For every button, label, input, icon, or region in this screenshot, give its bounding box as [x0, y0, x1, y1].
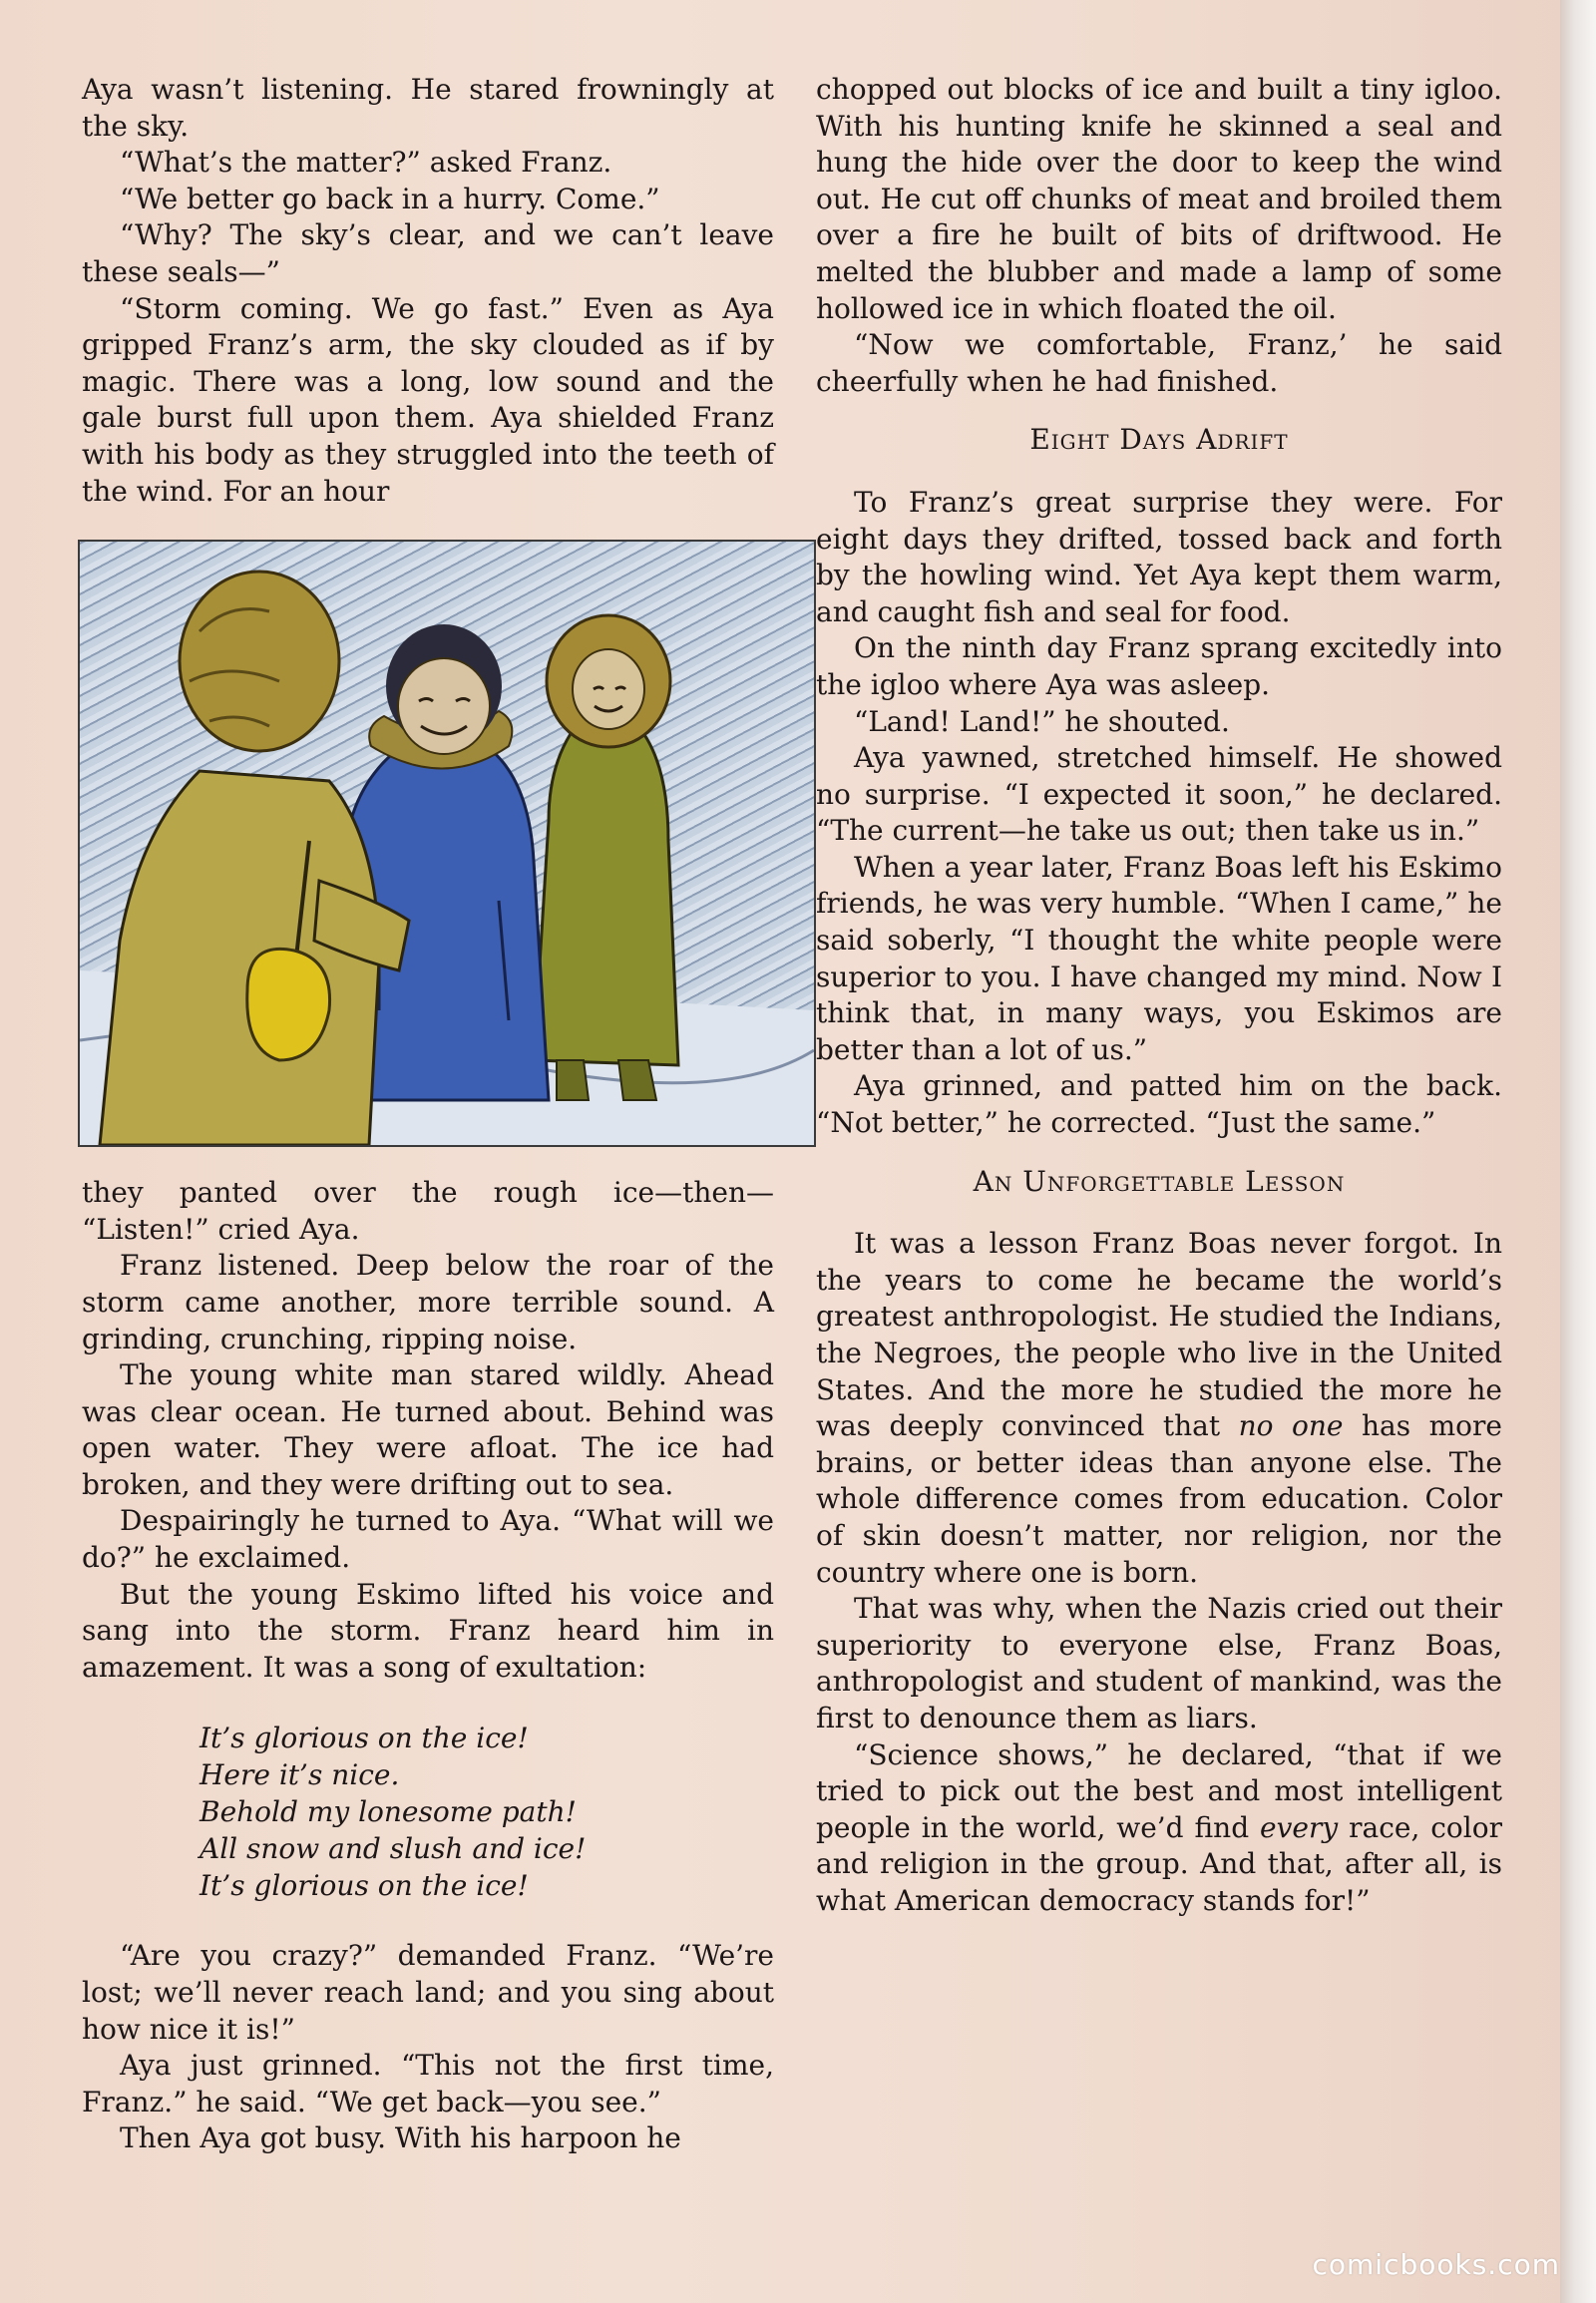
poem — [82, 1720, 774, 1904]
text-run: has more brains, or better ideas than anyone else. The whole difference comes from education. Color of skin doesn’t matter, nor religion, nor the country where one is born. — [816, 1409, 1502, 1589]
poem-line: All snow and slush and ice! — [200, 1832, 587, 1866]
poem-line: Behold my lonesome path! — [200, 1795, 577, 1829]
poem-line: Here it’s nice. — [200, 1758, 400, 1792]
text-run: “Science shows,” he declared, “that if we tried to pick out the best and most intelligent people in the world, we’d find — [816, 1737, 1502, 1844]
paragraph: Aya wasn’t listening. He stared frowningly at the sky. — [82, 73, 774, 143]
page-edge — [1560, 0, 1596, 2303]
eskimo-figure-olive — [534, 615, 678, 1100]
poem-line: It’s glorious on the ice! — [200, 1722, 529, 1755]
text-run: It was a lesson Franz Boas never forgot. In the years to come he became the world’s greatest anthropologist. He studied the Indians, the Negroes, the people who live in the United States. And the more he studied the more he was deeply convinced that — [816, 1227, 1502, 1443]
paragraph — [816, 1737, 1502, 1920]
paragraph: “Are you crazy?” demanded Franz. “We’re lost; we’ll never reach land; and you sing about how nice it is!” — [82, 1939, 774, 2046]
paragraph: But the young Eskimo lifted his voice and sang into the storm. Franz heard him in amazement. It was a song of exultation: — [82, 1577, 774, 1684]
paragraph: “Land! Land!” he shouted. — [854, 704, 1230, 738]
illustration-drawing — [80, 542, 814, 1145]
paragraph: To Franz’s great surprise they were. For eight days they drifted, tossed back and forth by the howling wind. Yet Aya kept them warm, and caught fish and seal for food. — [816, 485, 1502, 628]
section-heading: Eight Days Adrift — [1029, 423, 1289, 457]
paragraph: “Storm coming. We go fast.” Even as Aya gripped Franz’s arm, the sky clouded as if by magic. There was a long, low sound and the gale burst full upon them. Aya shielded Franz with his body as they struggled into the teeth of the wind. For an hour — [82, 291, 774, 508]
poem-line: It’s glorious on the ice! — [200, 1869, 529, 1903]
paragraph: Despairingly he turned to Aya. “What will we do?” he exclaimed. — [82, 1504, 774, 1575]
paragraph: Aya just grinned. “This not the first time, Franz.” he said. “We get back—you see.” — [82, 2049, 774, 2118]
yellow-mitten — [247, 949, 330, 1060]
emphasis: no one — [1238, 1409, 1344, 1443]
paragraph: The young white man stared wildly. Ahead was clear ocean. He turned about. Behind was open water. They were afloat. The ice had broken, and they were drifting out to sea. — [82, 1358, 774, 1501]
left-column — [82, 72, 774, 2157]
franz-figure — [100, 572, 409, 1145]
emphasis: every — [1260, 1810, 1339, 1844]
watermark: comicbooks.com — [1312, 2248, 1560, 2281]
paragraph: “What’s the matter?” asked Franz. — [120, 146, 612, 180]
right-column — [816, 72, 1502, 1920]
section-heading: An Unforgettable Lesson — [973, 1164, 1346, 1198]
paragraph: “Now we comfortable, Franz,’ he said cheerfully when he had finished. — [816, 328, 1502, 398]
text-run: race, color and religion in the group. And that, after all, is what American democracy stands for!” — [816, 1810, 1502, 1917]
paragraph: When a year later, Franz Boas left his Eskimo friends, he was very humble. “When I came,” he said soberly, “I thought the white people were superior to you. I have changed my mind. Now I think that, in many ways, you Eskimos are better than a lot of us.” — [816, 850, 1502, 1066]
paragraph: That was why, when the Nazis cried out their superiority to everyone else, Franz Boas, anthropologist and student of mankind, was the first to denounce them as liars. — [816, 1592, 1502, 1734]
paragraph: Franz listened. Deep below the roar of the storm came another, more terrible sound. A grinding, crunching, ripping noise. — [82, 1249, 774, 1355]
paragraph: Aya yawned, stretched himself. He showed no surprise. “I expected it soon,” he declared. “The current—he take us out; then take us in.” — [816, 741, 1502, 848]
paragraph: Aya grinned, and patted him on the back. “Not better,” he corrected. “Just the same.” — [816, 1069, 1502, 1140]
paragraph: On the ninth day Franz sprang excitedly into the igloo where Aya was asleep. — [816, 631, 1502, 701]
paragraph: “Why? The sky’s clear, and we can’t leave these seals—” — [82, 218, 774, 288]
paragraph — [816, 1226, 1502, 1591]
paragraph: chopped out blocks of ice and built a tiny igloo. With his hunting knife he skinned a seal and hung the hide over the door to keep the wind out. He cut off chunks of meat and broiled them over a fire he built of bits of driftwood. He melted the blubber and made a lamp of some hollowed ice in which floated the oil. — [816, 73, 1502, 325]
paragraph: “We better go back in a hurry. Come.” — [120, 182, 660, 215]
paragraph: Then Aya got busy. With his harpoon he — [120, 2121, 681, 2155]
paragraph: they panted over the rough ice—then— “Listen!” cried Aya. — [82, 1176, 774, 1246]
story-illustration — [78, 540, 816, 1147]
